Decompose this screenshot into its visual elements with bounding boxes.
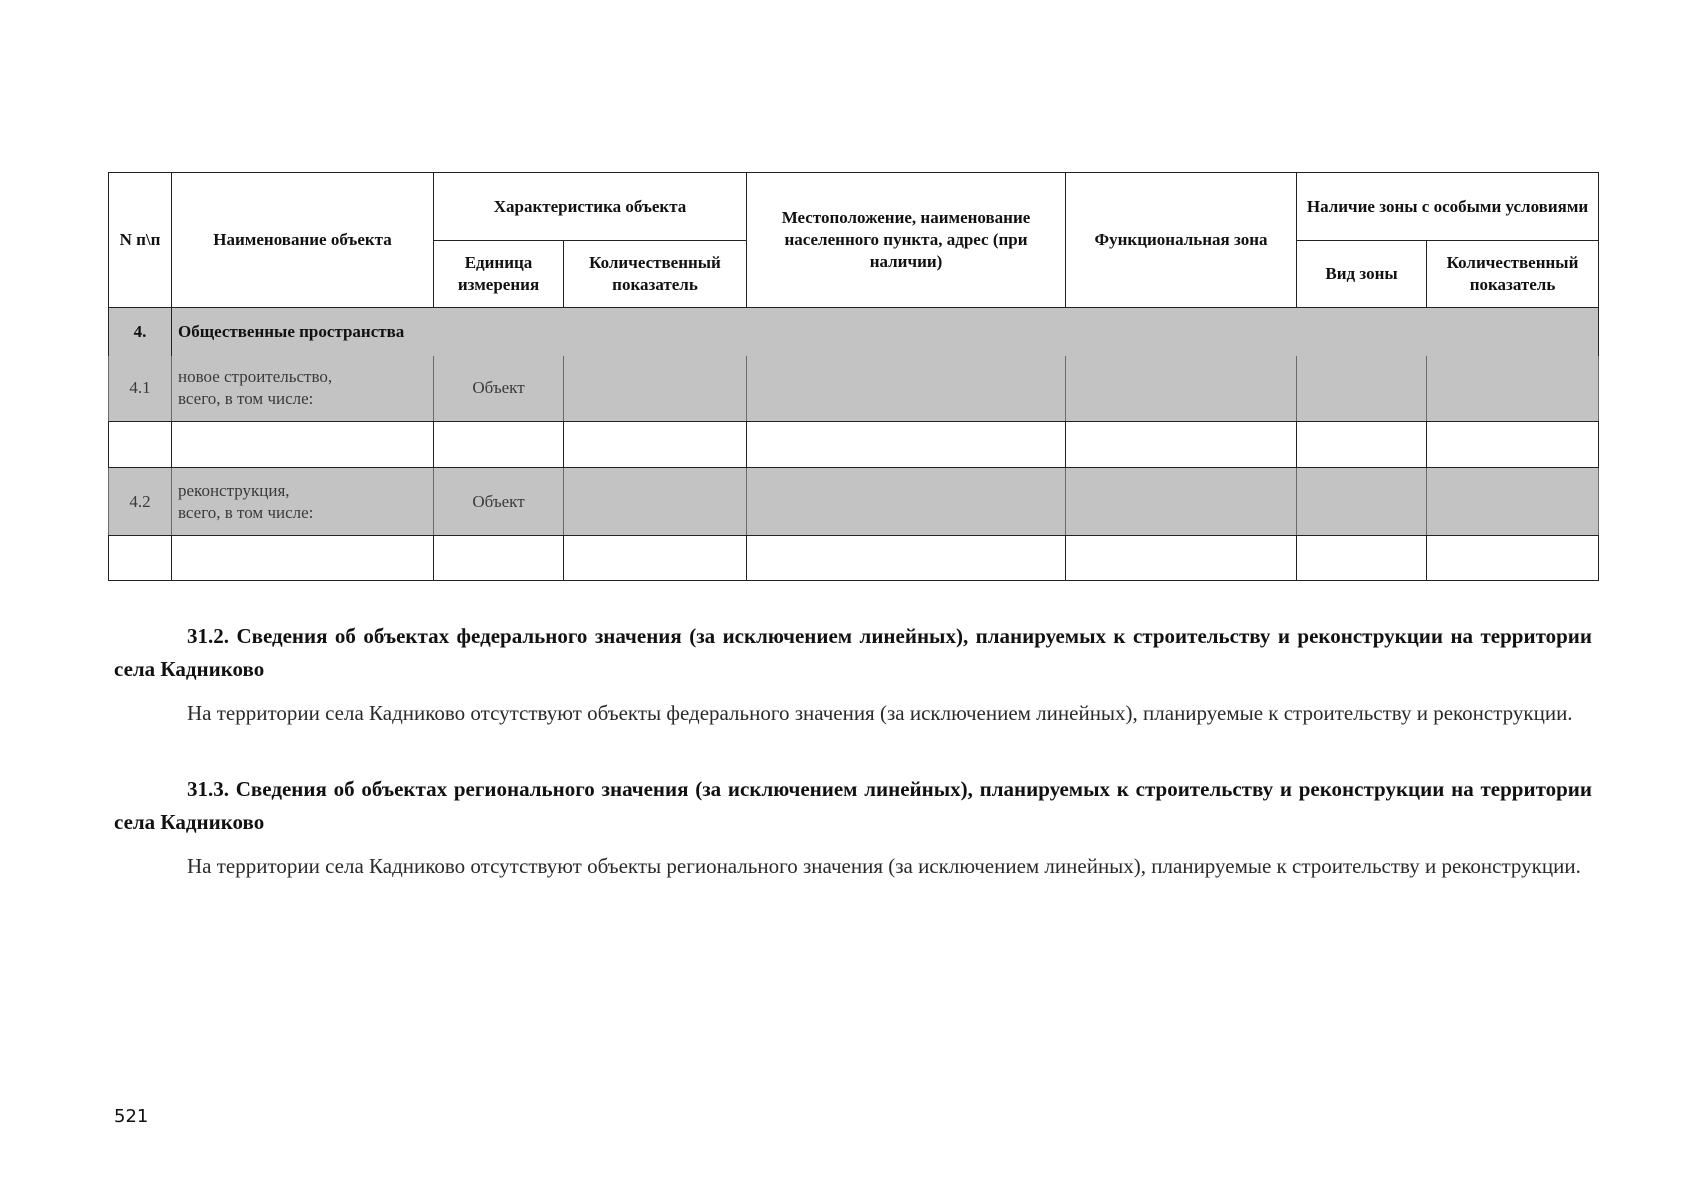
- row-zone: [1066, 468, 1297, 536]
- table-row: [109, 356, 1599, 422]
- header-name: Наименование объекта: [172, 173, 434, 308]
- header-zone-quantity: Количественный показатель: [1427, 241, 1599, 308]
- header-num: N п\п: [109, 173, 172, 308]
- row-zone: [1066, 356, 1297, 422]
- header-row-1: [109, 173, 1599, 241]
- row-zone-quantity: [1427, 468, 1599, 536]
- page-number: 521: [114, 1106, 149, 1127]
- row-unit: Объект: [434, 468, 564, 536]
- header-location: Местоположение, наименование населенного пункта, адрес (при наличии): [747, 173, 1066, 308]
- table-row-empty: [109, 536, 1599, 581]
- header-characteristic: Характеристика объекта: [434, 173, 747, 241]
- row-zone-type: [1297, 468, 1427, 536]
- row-num: 4.1: [109, 356, 172, 422]
- section-num: 4.: [109, 308, 172, 356]
- header-unit: Единица измерения: [434, 241, 564, 308]
- section-text-31-3: На территории села Кадниково отсутствуют объекты регионального значения (за исключением линейных), планируемые к строительству и реконструкции.: [187, 854, 1581, 878]
- header-zone-type: Вид зоны: [1297, 241, 1427, 308]
- section-row: [109, 308, 1599, 356]
- table-row-empty: [109, 422, 1599, 468]
- table-row: [109, 468, 1599, 536]
- section-heading-31-2: 31.2. Сведения об объектах федерального значения (за исключением линейных), планируемых к строительству и реконструкции на территории села Кадниково: [114, 624, 1592, 681]
- row-location: [747, 468, 1066, 536]
- header-special-zone: Наличие зоны с особыми условиями: [1297, 173, 1599, 241]
- section-title: Общественные пространства: [172, 308, 1599, 356]
- row-quantity: [564, 468, 747, 536]
- section-heading-31-3: 31.3. Сведения об объектах регионального значения (за исключением линейных), планируемых к строительству и реконструкции на территории села Кадниково: [114, 777, 1592, 834]
- section-text-31-2: На территории села Кадниково отсутствуют объекты федерального значения (за исключением линейных), планируемые к строительству и реконструкции.: [187, 701, 1573, 725]
- row-zone-quantity: [1427, 356, 1599, 422]
- row-name: реконструкция, всего, в том числе:: [172, 468, 434, 536]
- header-quantity: Количественный показатель: [564, 241, 747, 308]
- row-zone-type: [1297, 356, 1427, 422]
- header-zone: Функциональная зона: [1066, 173, 1297, 308]
- row-name: новое строительство, всего, в том числе:: [172, 356, 434, 422]
- row-num: 4.2: [109, 468, 172, 536]
- planned-objects-table: [108, 172, 1599, 581]
- row-unit: Объект: [434, 356, 564, 422]
- row-quantity: [564, 356, 747, 422]
- row-location: [747, 356, 1066, 422]
